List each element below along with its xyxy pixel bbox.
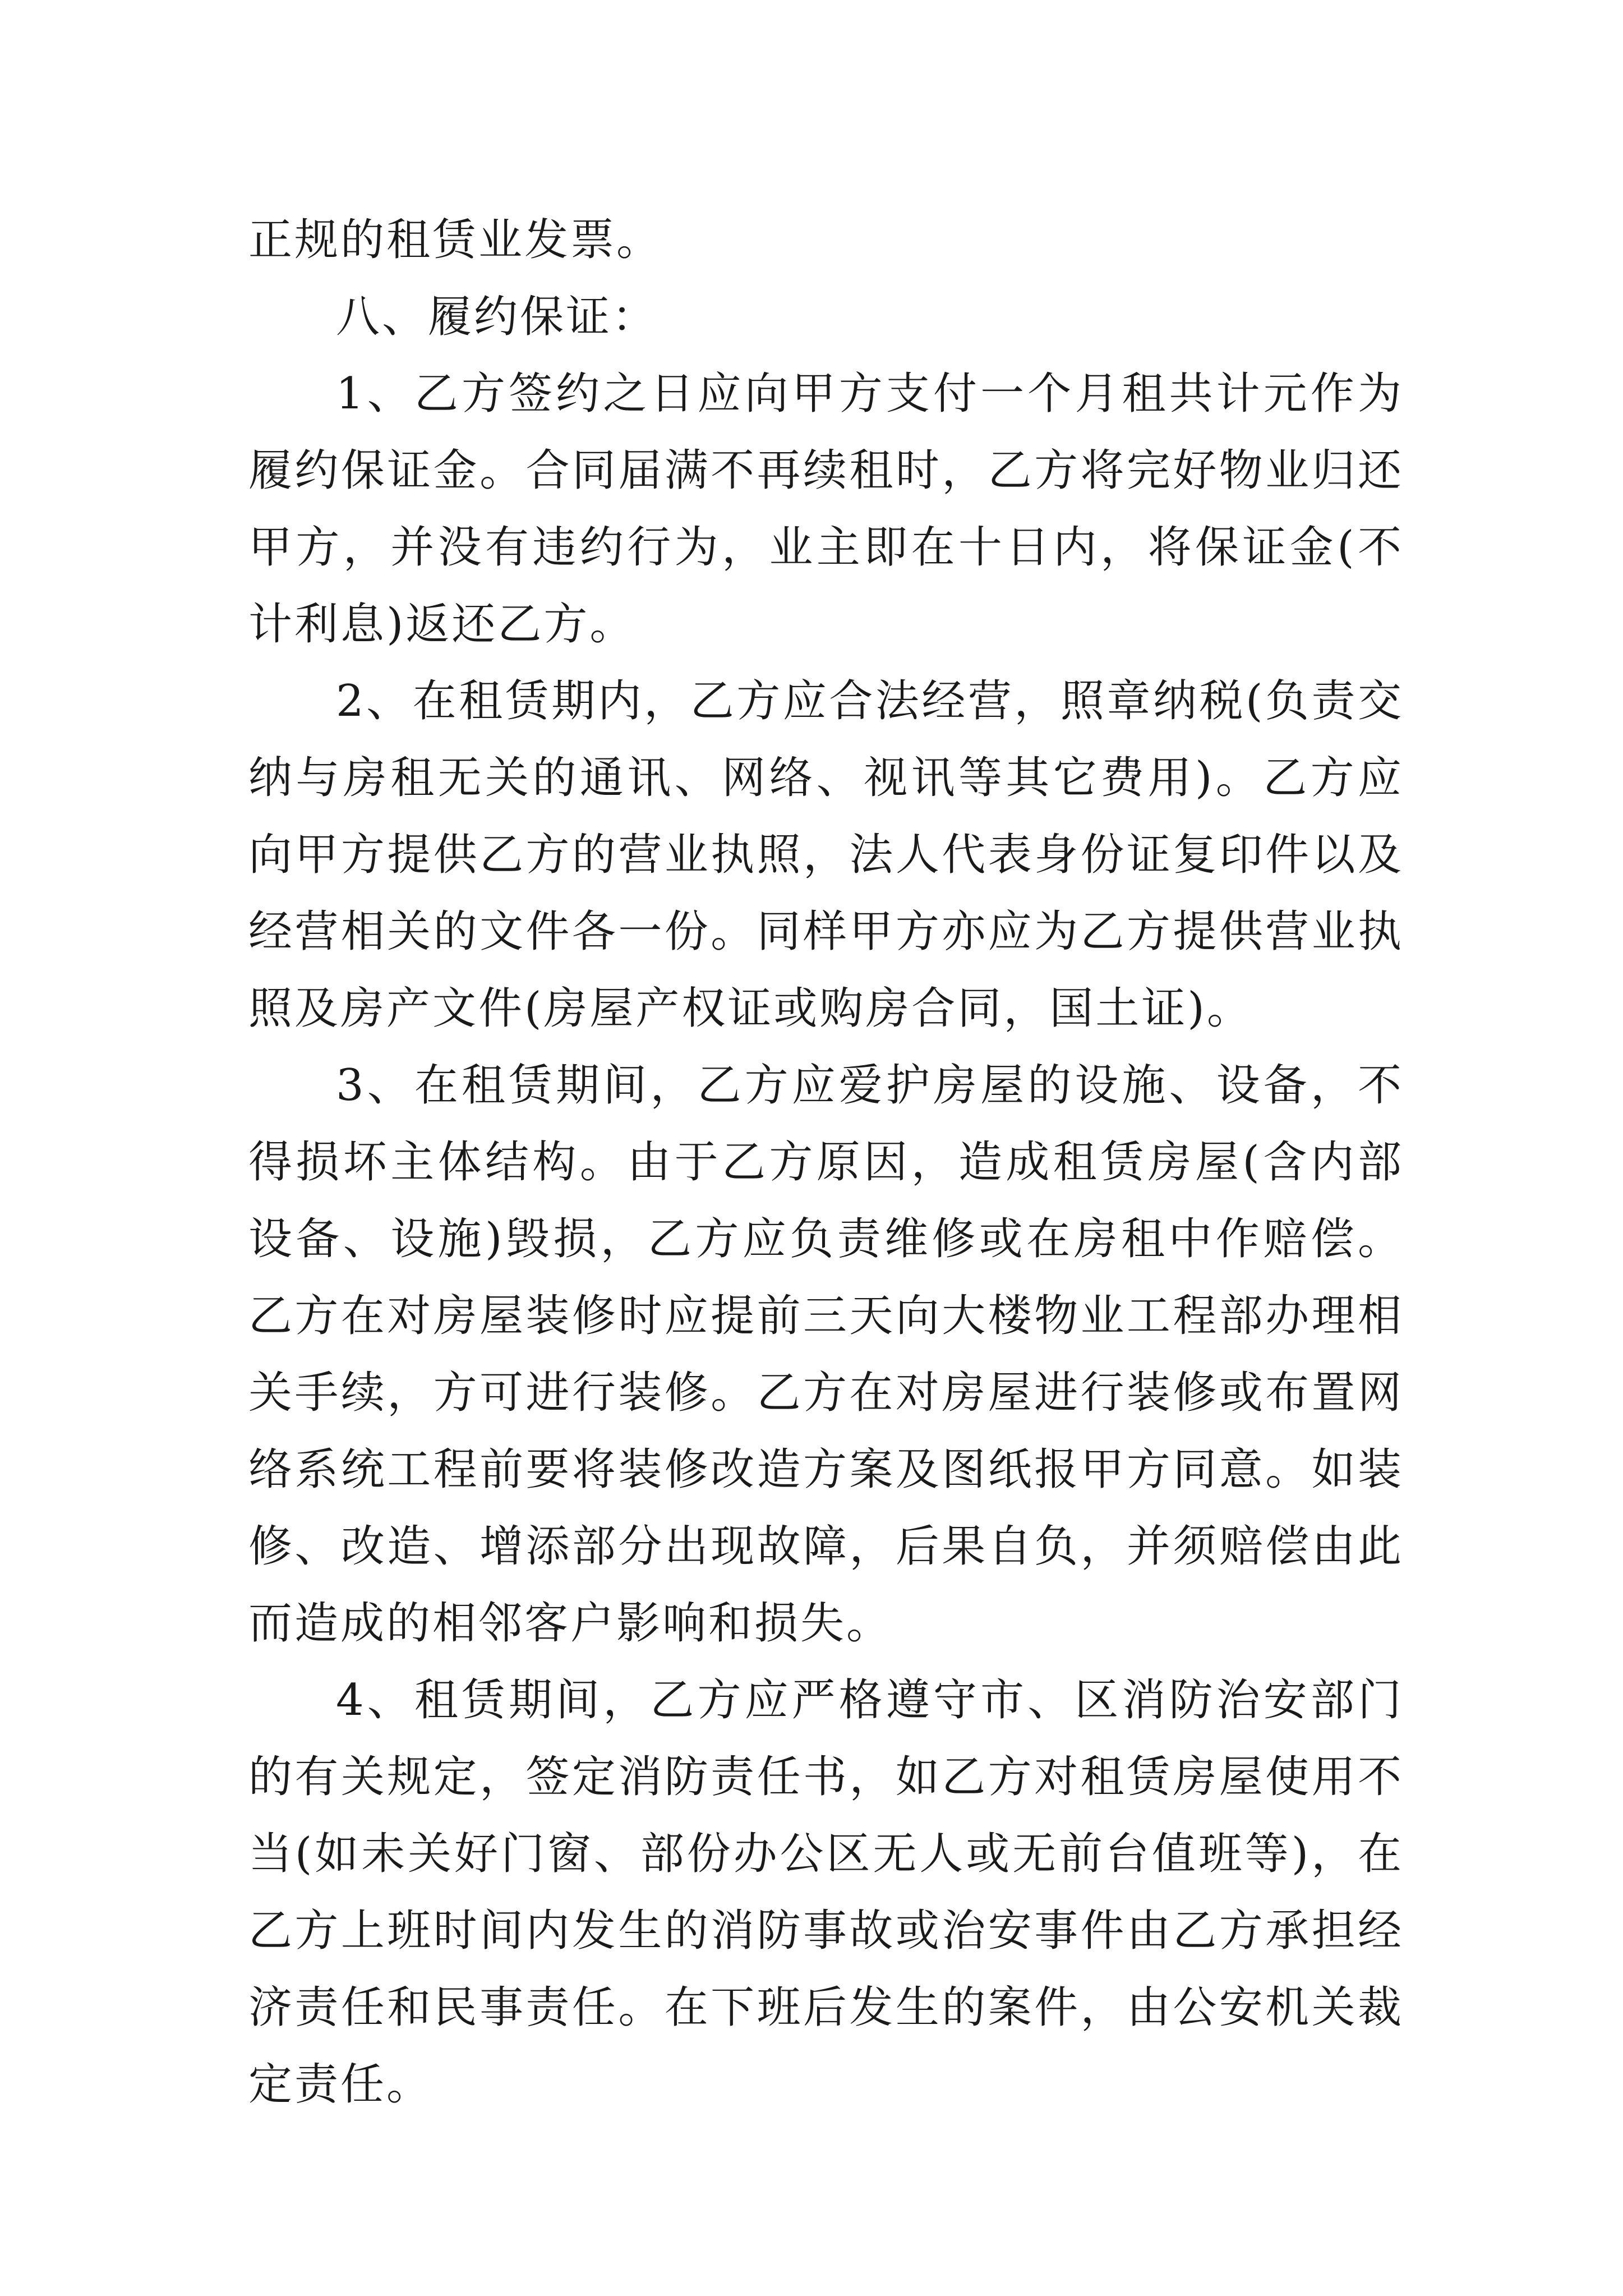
section-heading: 八、履约保证：	[336, 292, 658, 342]
clause-paragraph-4: 4、租赁期间，乙方应严格遵守市、区消防治安部门的有关规定，签定消防责任书，如乙方对租赁房屋使用不当(如未关好门窗、部份办公区无人或无前台值班等)，在乙方上班时间内发生的消防事故或治安事件由乙方承担经济责任和民事责任。在下班后发生的案件，由公安机关裁定责任。	[248, 1675, 1404, 2110]
paragraph-continuation: 正规的租赁业发票。	[248, 215, 663, 265]
clause-paragraph-3: 3、在租赁期间，乙方应爱护房屋的设施、设备，不得损坏主体结构。由于乙方原因，造成租赁房屋(含内部设备、设施)毁损，乙方应负责维修或在房租中作赔偿。乙方在对房屋装修时应提前三天向大楼物业工程部办理相关手续，方可进行装修。乙方在对房屋进行装修或布置网络系统工程前要将装修改造方案及图纸报甲方同意。如装修、改造、增添部分出现故障，后果自负，并须赔偿由此而造成的相邻客户影响和损失。	[248, 1060, 1404, 1649]
document-body	[248, 202, 1404, 2123]
clause-paragraph-2: 2、在租赁期内，乙方应合法经营，照章纳税(负责交纳与房租无关的通讯、网络、视讯等其它费用)。乙方应向甲方提供乙方的营业执照，法人代表身份证复印件以及经营相关的文件各一份。同样甲方亦应为乙方提供营业执照及房产文件(房屋产权证或购房合同，国土证)。	[248, 676, 1404, 1034]
clause-paragraph-1: 1、乙方签约之日应向甲方支付一个月租共计元作为履约保证金。合同届满不再续租时，乙方将完好物业归还甲方，并没有违约行为，业主即在十日内，将保证金(不计利息)返还乙方。	[248, 369, 1404, 650]
